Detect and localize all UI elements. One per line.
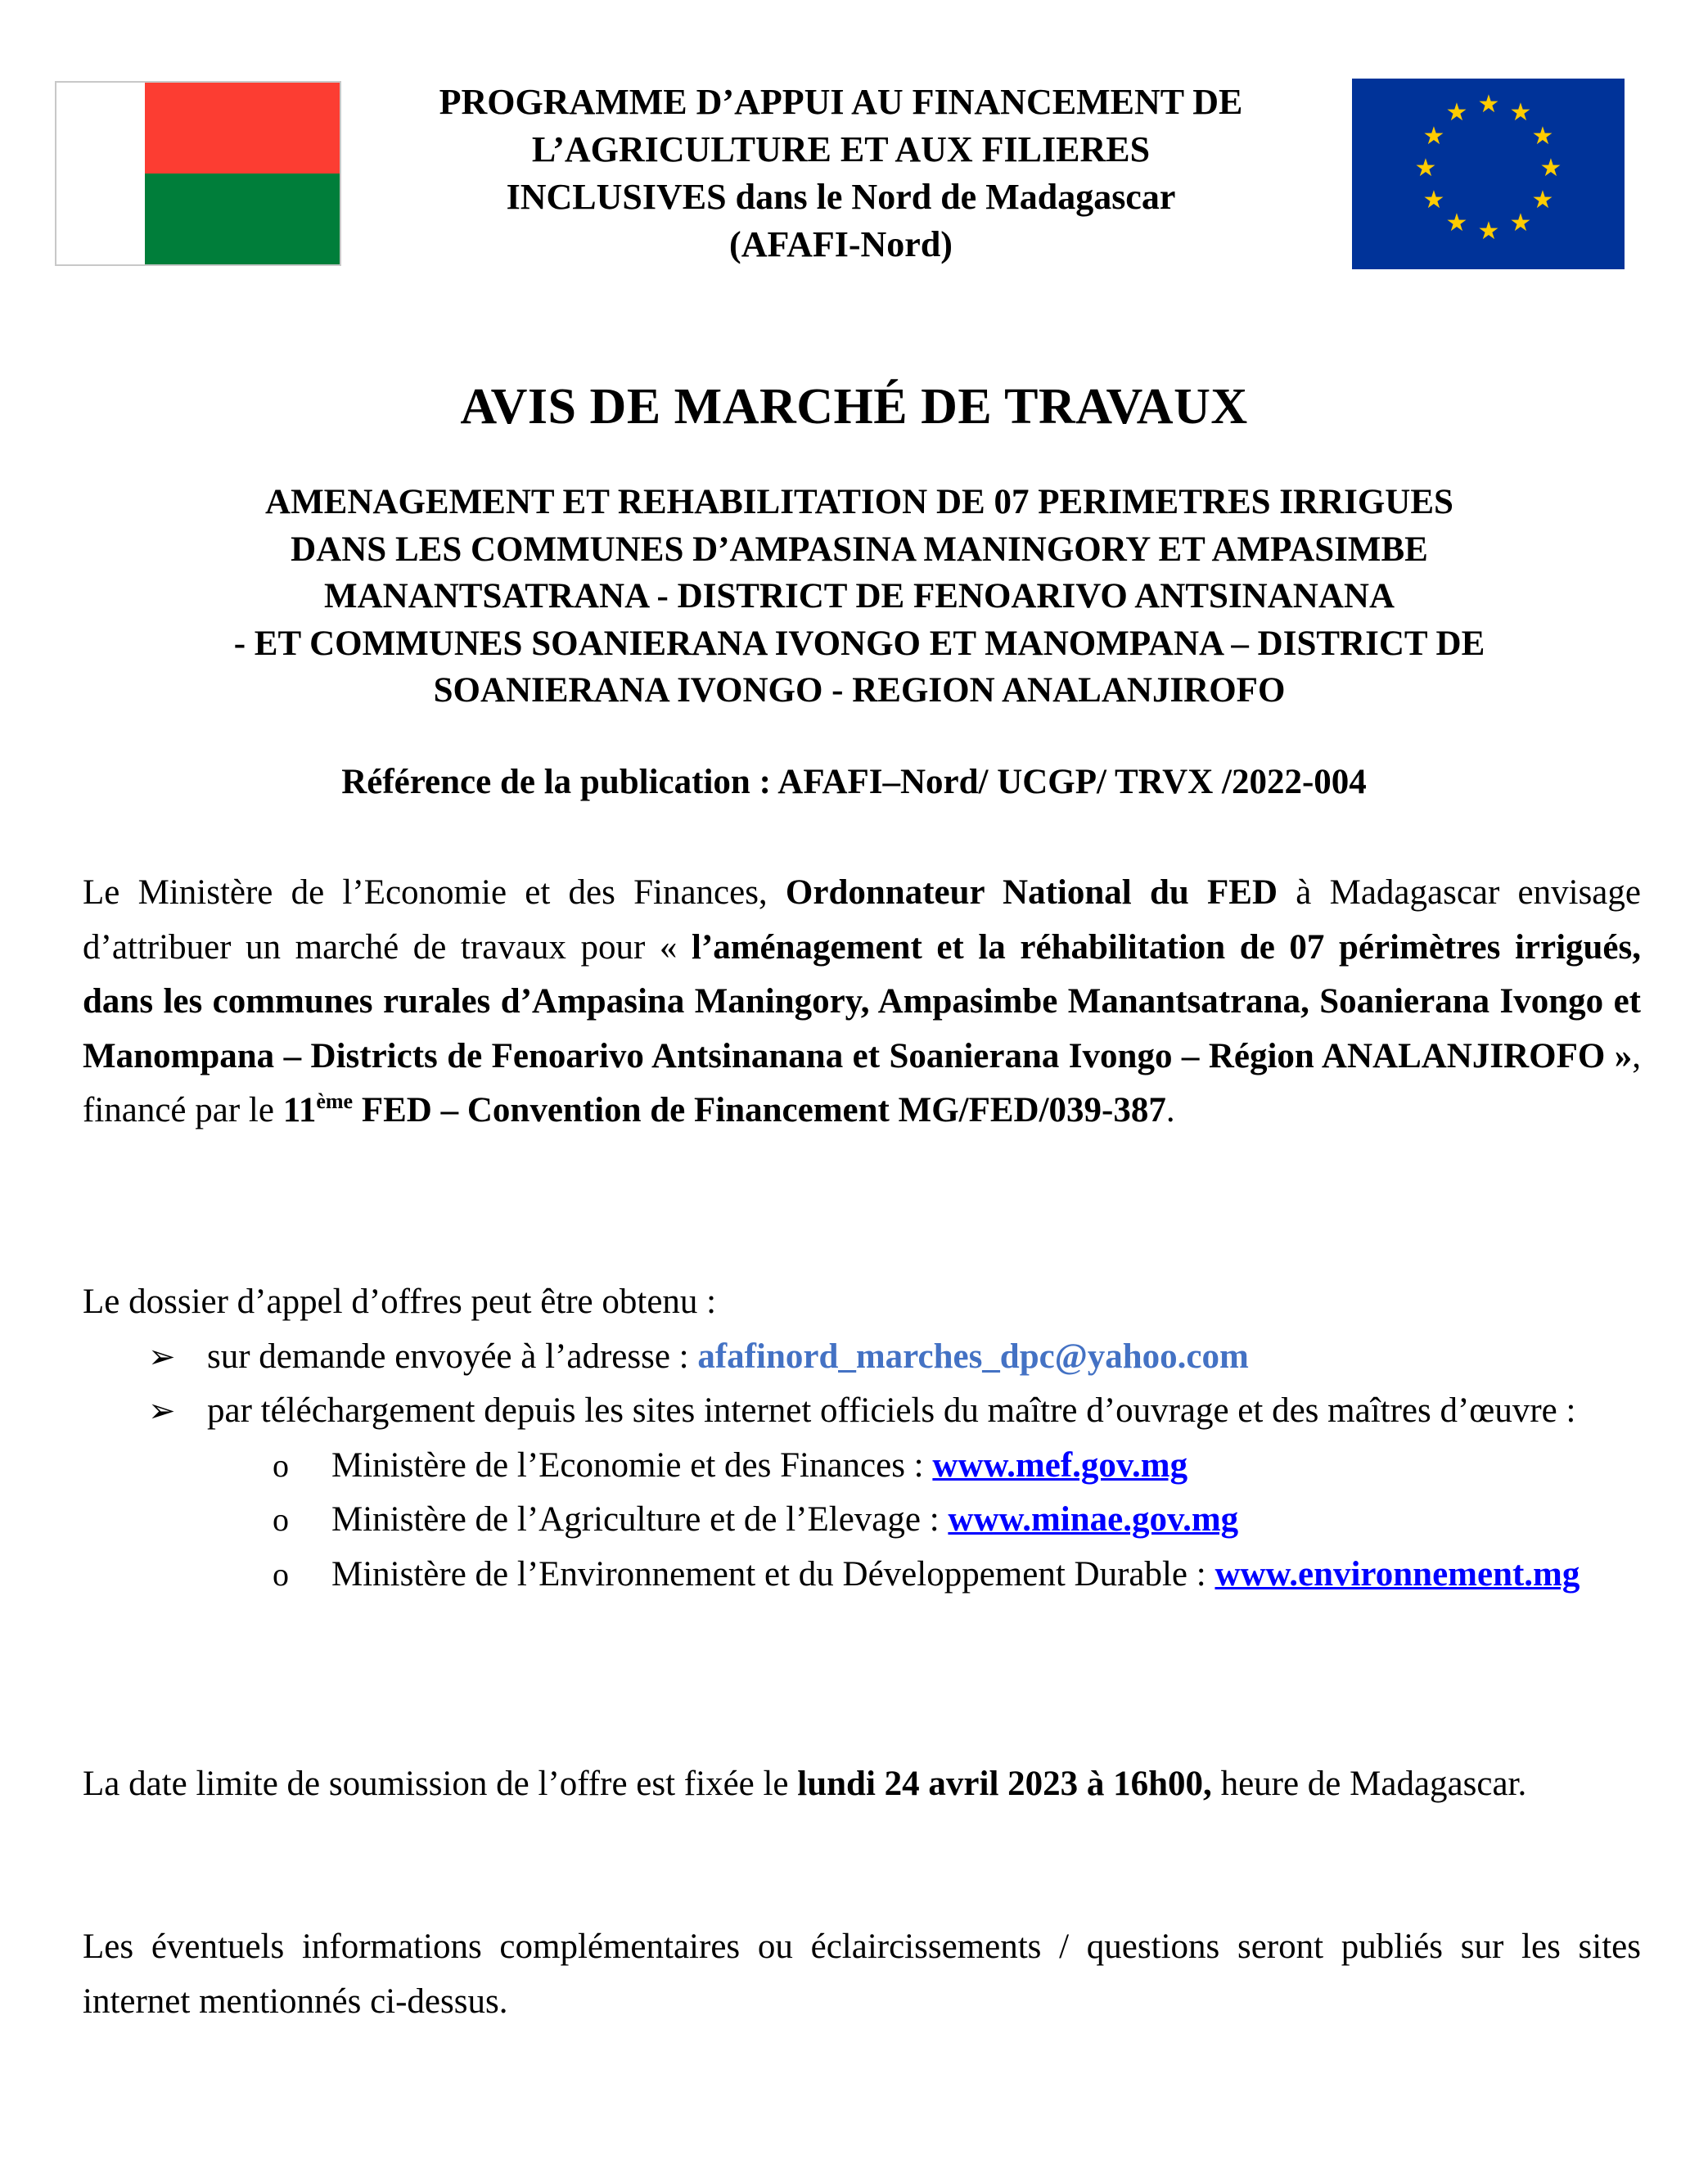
flag-green-band <box>145 174 340 264</box>
financed-text: , financé par le <box>83 1036 1642 1129</box>
star-icon: ★ <box>1477 217 1500 246</box>
star-icon: ★ <box>1531 122 1554 151</box>
ministry-name: Ministère de l’Environnement et du Développement Durable : <box>331 1554 1215 1594</box>
deadline-intro: La date limite de soumission de l’offre est fixée le <box>83 1765 798 1803</box>
circle-bullet-icon: o <box>273 1446 289 1484</box>
star-icon: ★ <box>1422 122 1445 151</box>
list-item <box>83 1493 1641 1548</box>
ministry-name: Ministère de l’Economie et des Finances : <box>331 1445 933 1485</box>
fed-superscript: ème <box>316 1089 354 1113</box>
star-icon: ★ <box>1422 186 1445 214</box>
eu-flag-logo <box>1352 79 1625 269</box>
dossier-intro: Le dossier d’appel d’offres peut être obtenu : <box>83 1283 717 1321</box>
star-icon: ★ <box>1445 209 1468 237</box>
madagascar-flag-logo <box>55 81 341 266</box>
star-icon: ★ <box>1509 98 1532 127</box>
program-line: PROGRAMME D’APPUI AU FINANCEMENT DE <box>439 82 1243 122</box>
star-icon: ★ <box>1477 90 1500 119</box>
minae-website-link[interactable]: www.minae.gov.mg <box>948 1500 1239 1539</box>
arrow-bullet-icon: ➢ <box>148 1337 176 1376</box>
flag-red-band <box>145 83 340 174</box>
program-line: (AFAFI-Nord) <box>729 224 953 264</box>
intro-text: Le Ministère de l’Economie et des Finances, <box>83 873 786 912</box>
publication-reference: Référence de la publication : AFAFI–Nord/ UCGP/ TRVX /2022-004 <box>341 763 1367 801</box>
intro-paragraph <box>83 866 1641 1138</box>
program-line: L’AGRICULTURE ET AUX FILIERES <box>531 129 1151 169</box>
project-object-text: l’aménagement et la réhabilitation de 07 périmètres irrigués, dans les communes rurales d’Ampasina Maningory, Ampasimbe Manantsatrana, Soanierana Ivongo et Manompana – Districts de Fenoarivo Antsinanana et Soanierana Ivongo – Région ANALANJIROFO <box>83 927 1641 1075</box>
close-quote: » <box>1605 1036 1633 1075</box>
star-icon: ★ <box>1414 154 1437 183</box>
project-subtitle <box>98 479 1620 715</box>
bullet-text: sur demande envoyée à l’adresse : <box>207 1337 698 1376</box>
bullet-text: par téléchargement depuis les sites internet officiels du maître d’ouvrage et des maîtres d’œuvre : <box>207 1391 1576 1430</box>
star-icon: ★ <box>1531 186 1554 214</box>
subtitle-line: MANANTSATRANA - DISTRICT DE FENOARIVO ANTSINANANA <box>323 577 1395 615</box>
period: . <box>1165 1091 1175 1129</box>
deadline-date: lundi 24 avril 2023 à 16h00, <box>797 1765 1212 1803</box>
program-header <box>352 79 1330 268</box>
program-line: INCLUSIVES dans le Nord de Madagascar <box>506 177 1176 217</box>
circle-bullet-icon: o <box>273 1555 289 1593</box>
ministry-name: Ministère de l’Agriculture et de l’Elevage : <box>331 1500 949 1539</box>
deadline-paragraph <box>83 1757 1641 1812</box>
list-item <box>83 1439 1641 1494</box>
subtitle-line: AMENAGEMENT ET REHABILITATION DE 07 PERIMETRES IRRIGUES <box>265 483 1453 521</box>
subtitle-line: DANS LES COMMUNES D’AMPASINA MANINGORY ET AMPASIMBE <box>291 530 1428 569</box>
arrow-bullet-icon: ➢ <box>148 1392 176 1430</box>
intro-mid-text: à Madagascar envisage d’attribuer un marché de travaux pour « <box>83 873 1641 967</box>
ordonnateur-text: Ordonnateur National du FED <box>785 873 1278 912</box>
list-item <box>83 1548 1641 1603</box>
star-icon: ★ <box>1539 154 1562 183</box>
page-title: AVIS DE MARCHÉ DE TRAVAUX <box>460 379 1248 435</box>
list-item <box>83 1384 1641 1439</box>
fed-number: 11 <box>282 1091 317 1129</box>
star-icon: ★ <box>1445 98 1468 127</box>
list-item <box>83 1330 1641 1385</box>
flag-white-band <box>56 83 145 264</box>
additional-info-paragraph: Les éventuels informations complémentaires ou éclaircissements / questions seront publiés sur les sites internet mentionnés ci-dessus. <box>83 1927 1641 2021</box>
email-link[interactable]: afafinord_marches_dpc@yahoo.com <box>697 1337 1249 1376</box>
fed-convention: FED – Convention de Financement MG/FED/039-387 <box>353 1091 1166 1129</box>
tender-dossier-section <box>83 1275 1641 1602</box>
subtitle-line: SOANIERANA IVONGO - REGION ANALANJIROFO <box>433 671 1286 710</box>
star-icon: ★ <box>1509 209 1532 237</box>
deadline-end: heure de Madagascar. <box>1211 1765 1527 1803</box>
circle-bullet-icon: o <box>273 1501 289 1538</box>
mef-website-link[interactable]: www.mef.gov.mg <box>932 1445 1188 1485</box>
subtitle-line: - ET COMMUNES SOANIERANA IVONGO ET MANOMPANA – DISTRICT DE <box>233 624 1485 663</box>
environnement-website-link[interactable]: www.environnement.mg <box>1215 1554 1580 1594</box>
